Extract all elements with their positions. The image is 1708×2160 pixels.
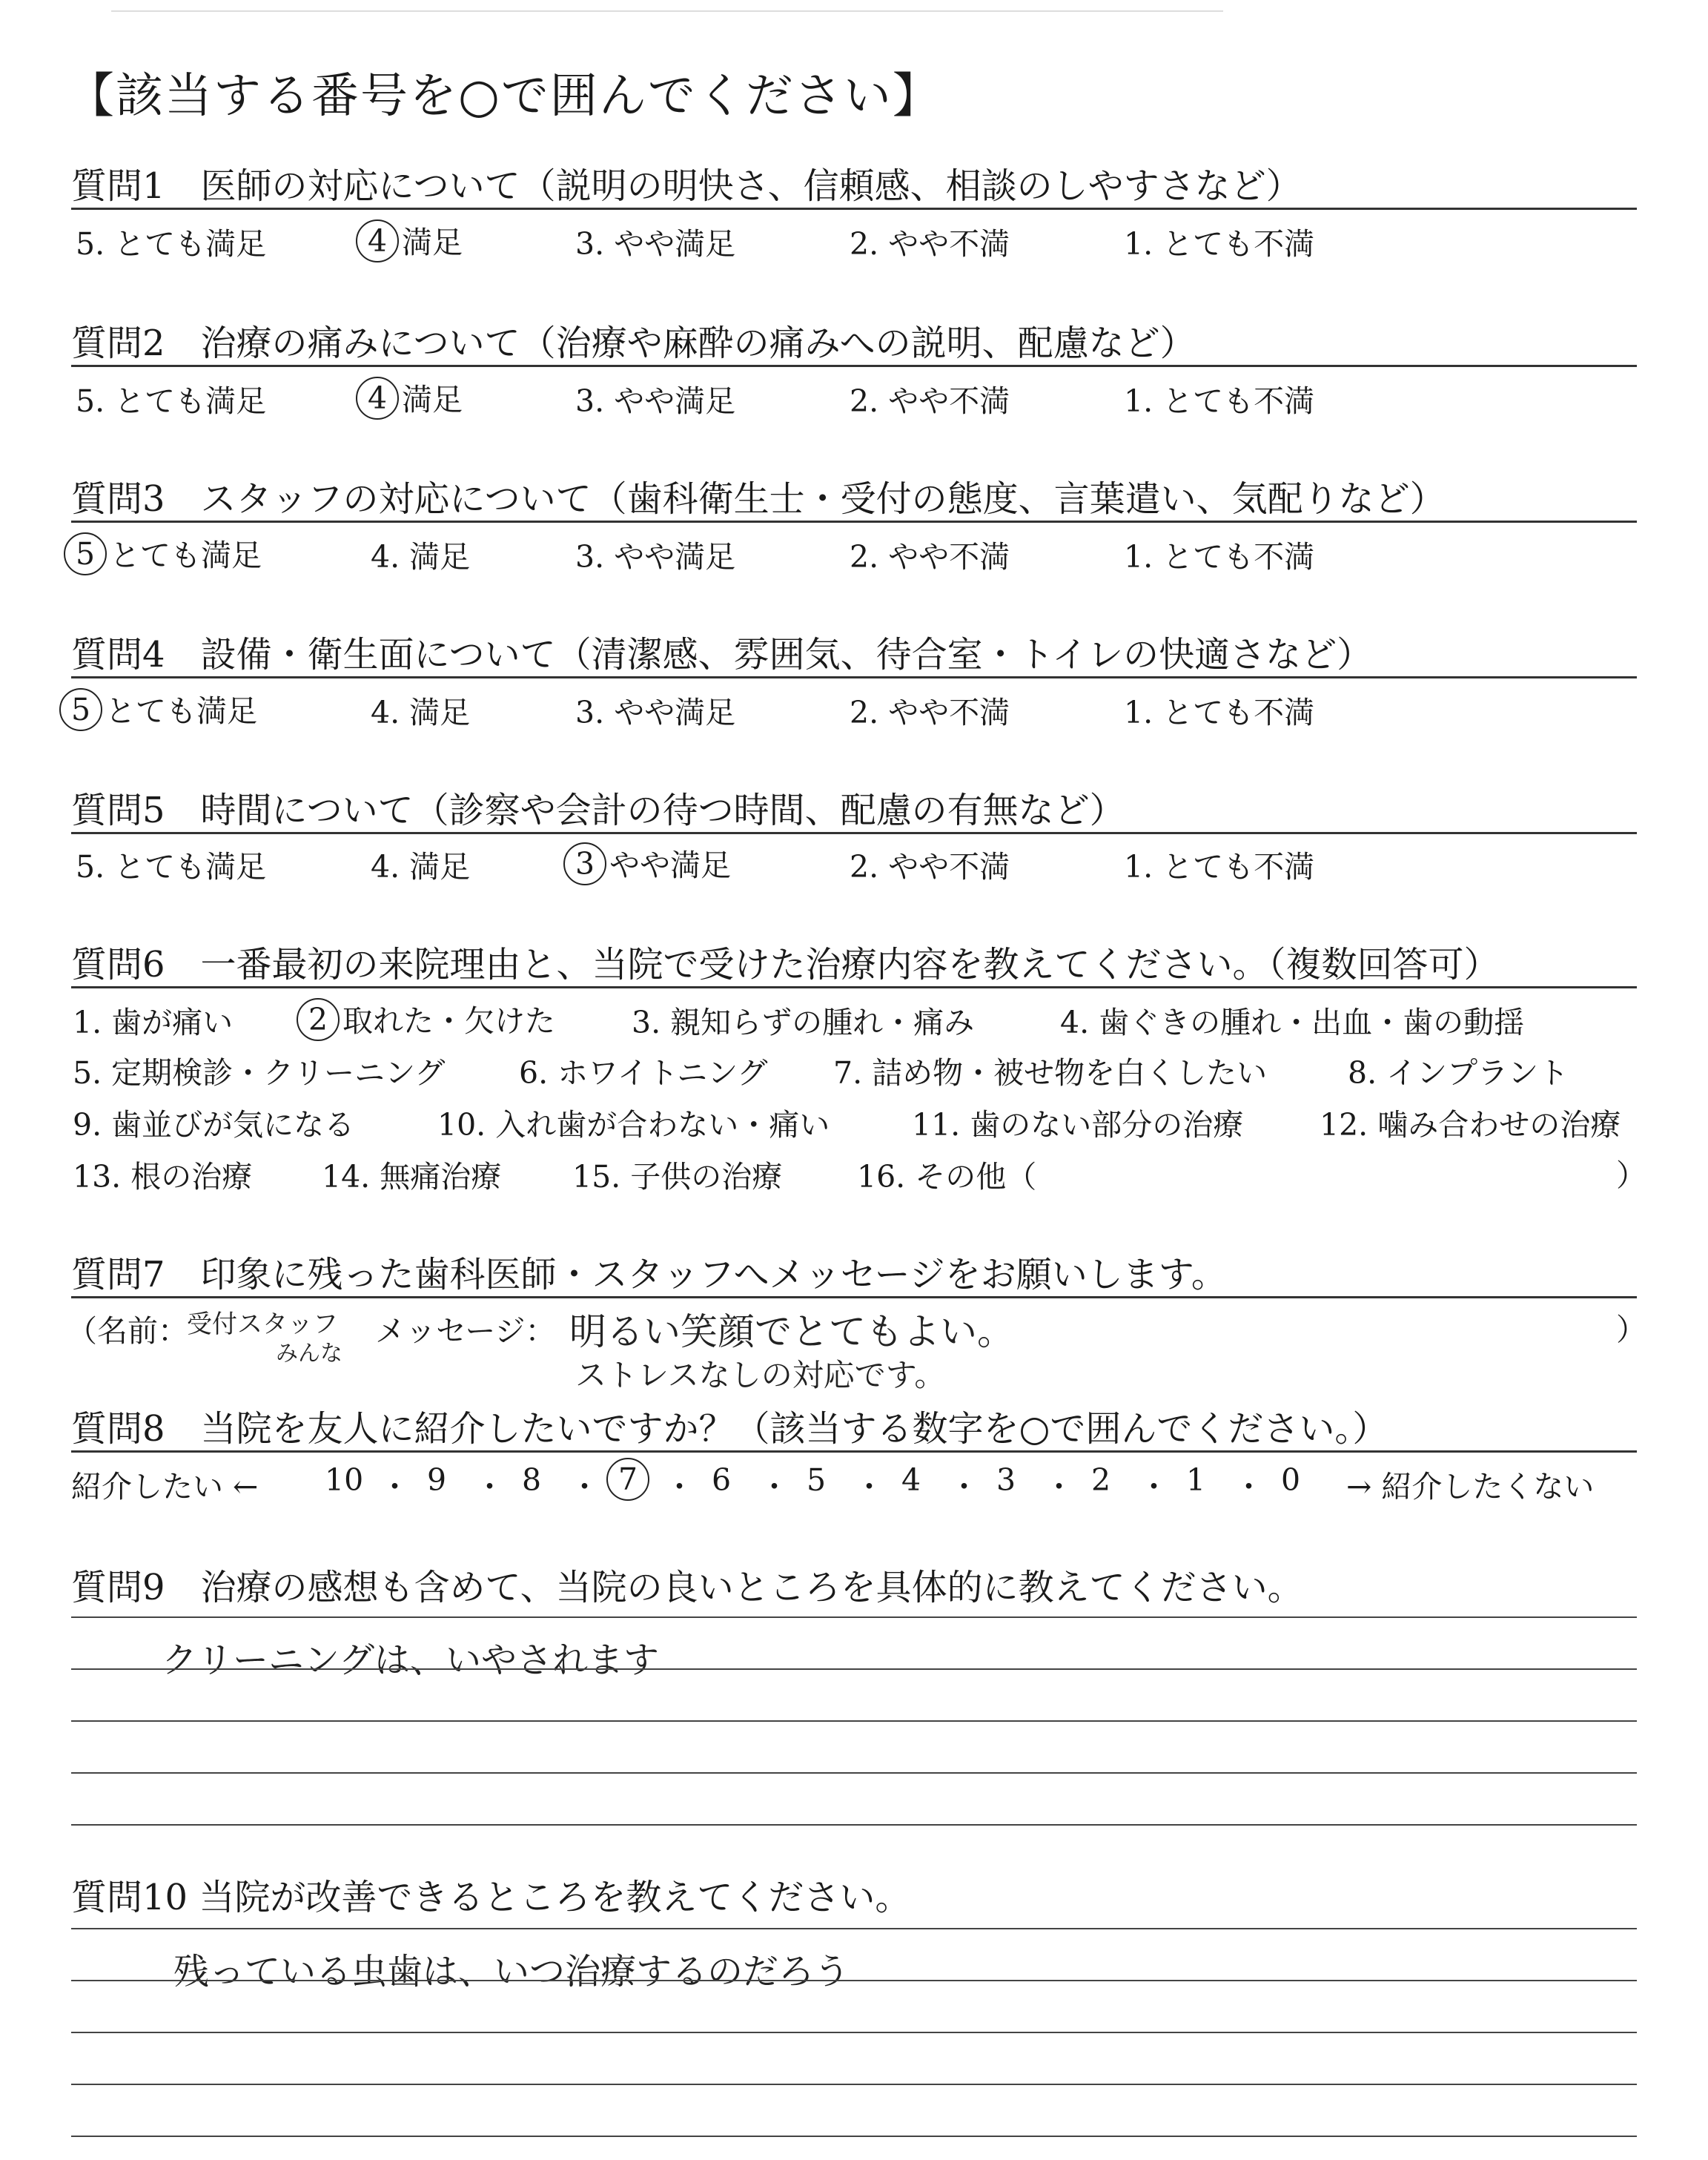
q6-option-9[interactable]: 9. 歯並びが気になる [73, 1107, 355, 1143]
q6-option-11[interactable]: 11. 歯のない部分の治療 [912, 1107, 1244, 1143]
q2-option-4[interactable]: 4 満足 [356, 375, 463, 421]
q10-line-3 [71, 2032, 1637, 2033]
q5-title: 質問5 時間について（診察や会計の待つ時間、配慮の有無など） [71, 790, 1125, 831]
q1-option-4[interactable]: 4 満足 [356, 218, 463, 264]
q6-title: 質問6 一番最初の来院理由と、当院で受けた治療内容を教えてください。（複数回答可） [71, 944, 1500, 985]
q8-scale-6[interactable]: 6 [712, 1462, 732, 1498]
q10-title: 質問10 当院が改善できるところを教えてください。 [71, 1877, 911, 1918]
q9-line-2 [71, 1668, 1637, 1670]
q5-rule [71, 832, 1637, 834]
q9-handwritten-answer[interactable]: クリーニングは、いやされます [162, 1639, 660, 1681]
q6-other-close: ） [1616, 1157, 1646, 1193]
scan-edge [111, 10, 1223, 12]
q8-scale-10[interactable]: 10 [325, 1462, 364, 1498]
q3-option-5[interactable]: 5 とても満足 [64, 531, 262, 577]
q1-option-2[interactable]: 2. やや不満 [850, 226, 1010, 262]
q4-title: 質問4 設備・衛生面について（清潔感、雰囲気、待合室・トイレの快適さなど） [71, 634, 1373, 676]
q6-option-15[interactable]: 15. 子供の治療 [572, 1159, 783, 1195]
q9-line-5 [71, 1824, 1637, 1826]
q6-option-7[interactable]: 7. 詰め物・被せ物を白くしたい [833, 1055, 1268, 1091]
selection-circle: 3 [563, 842, 606, 885]
q7-close: ） [1616, 1312, 1646, 1347]
q8-scale-separator: ・ [1044, 1469, 1074, 1505]
q1-title: 質問1 医師の対応について（説明の明快さ、信頼感、相談のしやすさなど） [71, 165, 1302, 207]
q8-scale-3[interactable]: 3 [996, 1462, 1016, 1498]
q8-scale-7[interactable] [606, 1459, 652, 1502]
q8-scale-4[interactable]: 4 [901, 1462, 921, 1498]
q10-line-4 [71, 2084, 1637, 2085]
q8-scale-9[interactable]: 9 [427, 1462, 447, 1498]
q6-option-2[interactable]: 2 取れた・欠けた [297, 997, 555, 1043]
q4-rule [71, 676, 1637, 678]
selection-circle: 7 [606, 1458, 649, 1501]
q2-option-5[interactable]: 5. とても満足 [76, 383, 267, 419]
q8-scale-separator: ・ [664, 1469, 695, 1505]
q3-option-1[interactable]: 1. とても不満 [1124, 539, 1315, 575]
q6-option-8[interactable]: 8. インプラント [1348, 1055, 1569, 1091]
q2-option-1[interactable]: 1. とても不満 [1124, 383, 1315, 419]
q9-line-4 [71, 1772, 1637, 1774]
q3-rule [71, 521, 1637, 523]
selection-circle: 5 [59, 688, 102, 731]
q10-line-5 [71, 2136, 1637, 2137]
q5-option-3[interactable]: 3 やや満足 [563, 841, 731, 887]
q1-option-1[interactable]: 1. とても不満 [1124, 226, 1315, 262]
q5-option-2[interactable]: 2. やや不満 [850, 849, 1010, 885]
q2-option-2[interactable]: 2. やや不満 [850, 383, 1010, 419]
q5-option-1[interactable]: 1. とても不満 [1124, 849, 1315, 885]
q6-option-5[interactable]: 5. 定期検診・クリーニング [73, 1055, 446, 1091]
q7-name-label: （名前： [67, 1313, 188, 1349]
q7-name-handwritten-2[interactable]: みんな [276, 1341, 342, 1367]
q8-scale-separator: ・ [854, 1469, 884, 1505]
q6-option-10[interactable]: 10. 入れ歯が合わない・痛い [437, 1107, 830, 1143]
q3-title: 質問3 スタッフの対応について（歯科衛生士・受付の態度、言葉遣い、気配りなど） [71, 478, 1446, 520]
q6-option-1[interactable]: 1. 歯が痛い [73, 1005, 234, 1040]
q7-title: 質問7 印象に残った歯科医師・スタッフへメッセージをお願いします。 [71, 1254, 1227, 1295]
q6-option-4[interactable]: 4. 歯ぐきの腫れ・出血・歯の動揺 [1060, 1005, 1525, 1040]
q8-scale-8[interactable]: 8 [522, 1462, 542, 1498]
q4-option-1[interactable]: 1. とても不満 [1124, 695, 1315, 730]
q8-scale-separator: ・ [1139, 1469, 1169, 1505]
q8-scale-1[interactable]: 1 [1186, 1462, 1206, 1498]
selection-circle: 4 [356, 219, 399, 262]
q6-option-16[interactable]: 16. その他（ [857, 1159, 1037, 1195]
q8-scale-separator: ・ [380, 1469, 410, 1505]
q2-option-3[interactable]: 3. やや満足 [575, 383, 736, 419]
q7-message-handwritten-line1[interactable]: 明るい笑顔でとてもよい。 [569, 1310, 1014, 1353]
q7-rule [71, 1296, 1637, 1298]
q7-name-handwritten-1[interactable]: 受付スタッフ [187, 1309, 338, 1339]
q6-option-14[interactable]: 14. 無痛治療 [322, 1159, 502, 1195]
q2-title: 質問2 治療の痛みについて（治療や麻酔の痛みへの説明、配慮など） [71, 323, 1196, 364]
q1-option-3[interactable]: 3. やや満足 [575, 226, 736, 262]
q9-title: 質問9 治療の感想も含めて、当院の良いところを具体的に教えてください。 [71, 1567, 1303, 1608]
q8-scale-separator: ・ [759, 1469, 790, 1505]
q8-scale-separator: ・ [1234, 1469, 1264, 1505]
selection-circle: 4 [356, 377, 399, 420]
q4-option-3[interactable]: 3. やや満足 [575, 695, 736, 730]
q7-message-handwritten-line2[interactable]: ストレスなしの対応です。 [575, 1357, 946, 1393]
q5-option-4[interactable]: 4. 満足 [371, 849, 471, 885]
q4-option-4[interactable]: 4. 満足 [371, 695, 471, 730]
q8-title: 質問8 当院を友人に紹介したいですか？（該当する数字を○で囲んでください。） [71, 1408, 1388, 1450]
q8-scale-0[interactable]: 0 [1281, 1462, 1301, 1498]
q6-option-3[interactable]: 3. 親知らずの腫れ・痛み [632, 1005, 975, 1040]
q8-scale-separator: ・ [474, 1469, 505, 1505]
q8-scale-separator: ・ [949, 1469, 979, 1505]
q3-option-3[interactable]: 3. やや満足 [575, 539, 736, 575]
q8-scale-separator: ・ [569, 1469, 600, 1505]
q4-option-2[interactable]: 2. やや不満 [850, 695, 1010, 730]
q9-line-1 [71, 1616, 1637, 1618]
q10-handwritten-answer[interactable]: 残っている虫歯は、いつ治療するのだろう [173, 1951, 850, 1992]
q7-message-label: メッセージ： [375, 1313, 556, 1349]
q8-left-label: 紹介したい ← [71, 1469, 259, 1505]
q8-scale-2[interactable]: 2 [1091, 1462, 1111, 1498]
q1-rule [71, 208, 1637, 210]
q6-rule [71, 986, 1637, 988]
q1-option-5[interactable]: 5. とても満足 [76, 226, 267, 262]
q9-line-3 [71, 1720, 1637, 1722]
selection-circle: 2 [297, 998, 340, 1041]
q6-option-12[interactable]: 12. 噛み合わせの治療 [1320, 1107, 1621, 1143]
q6-option-13[interactable]: 13. 根の治療 [73, 1159, 253, 1195]
q10-line-2 [71, 1980, 1637, 1981]
selection-circle: 5 [64, 532, 107, 575]
q3-option-2[interactable]: 2. やや不満 [850, 539, 1010, 575]
q2-rule [71, 365, 1637, 367]
q4-option-5[interactable]: 5 とても満足 [59, 687, 257, 733]
q3-option-4[interactable]: 4. 満足 [371, 539, 471, 575]
q6-option-6[interactable]: 6. ホワイトニング [519, 1055, 768, 1091]
q10-line-1 [71, 1928, 1637, 1929]
q8-scale-5[interactable]: 5 [807, 1462, 827, 1498]
q8-right-label: → 紹介したくない [1346, 1469, 1595, 1505]
q5-option-5[interactable]: 5. とても満足 [76, 849, 267, 885]
q8-rule [71, 1450, 1637, 1453]
instruction-header: 【該当する番号を○で囲んでください】 [67, 69, 941, 124]
